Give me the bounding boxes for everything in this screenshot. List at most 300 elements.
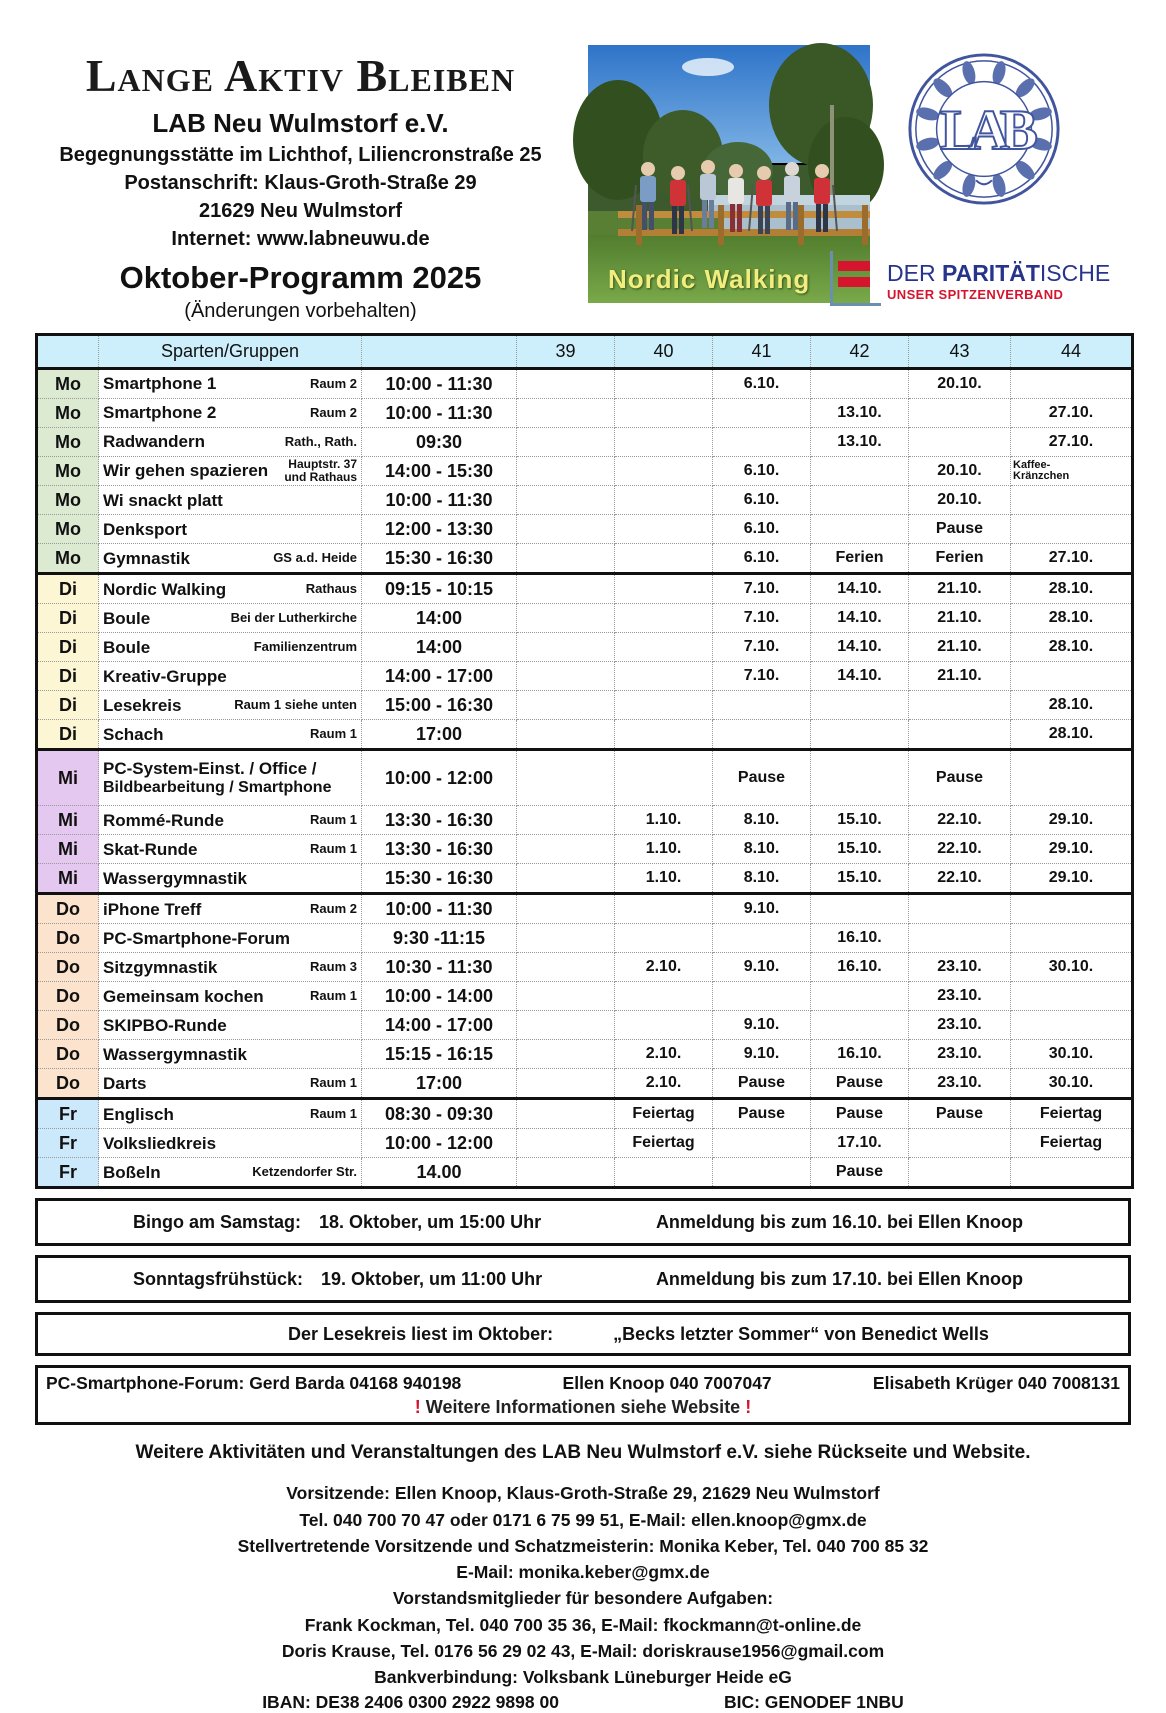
week-40-header: 40 — [615, 335, 713, 369]
week-44-cell — [1011, 1011, 1133, 1040]
masthead — [28, 52, 573, 323]
week-44-cell — [1011, 1158, 1133, 1188]
parit-seg-paritaet: PARITÄT — [941, 260, 1040, 286]
week-42-cell — [811, 515, 909, 544]
week-42-cell — [811, 457, 909, 486]
time-cell: 14:00 — [362, 633, 517, 662]
schedule-row-di — [37, 720, 1133, 750]
lab-monogram: LAB — [939, 98, 1029, 162]
activity-location: Raum 1 — [310, 1106, 357, 1122]
org-address-3: 21629 Neu Wulmstorf — [198, 200, 403, 223]
schedule-row-di — [37, 633, 1133, 662]
week-39-cell — [517, 633, 615, 662]
activity-name: Smartphone 2 — [103, 403, 217, 423]
week-44-cell: 29.10. — [1011, 806, 1133, 835]
lab-logo-icon — [905, 50, 1063, 208]
week-43-cell: 21.10. — [909, 574, 1011, 604]
week-41-cell: 9.10. — [713, 1011, 811, 1040]
schedule-row-mi — [37, 835, 1133, 864]
activity-cell — [99, 544, 362, 574]
week-43-cell — [909, 428, 1011, 457]
week-44-cell — [1011, 750, 1133, 806]
activity-cell — [99, 864, 362, 894]
week-42-cell — [811, 982, 909, 1011]
week-42-header: 42 — [811, 335, 909, 369]
contact-gerd-barda: PC-Smartphone-Forum: Gerd Barda 04168 940198 — [46, 1373, 462, 1394]
footer-line: Frank Kockman, Tel. 040 700 35 36, E-Mail: fkockmann@t-online.de — [304, 1614, 862, 1635]
week-40-cell: Feiertag — [615, 1129, 713, 1158]
activity-cell — [99, 574, 362, 604]
week-40-cell: Feiertag — [615, 1099, 713, 1129]
activity-name: Boule — [103, 637, 151, 657]
week-39-cell — [517, 720, 615, 750]
day-cell: Do — [37, 982, 99, 1011]
week-40-cell — [615, 720, 713, 750]
week-39-cell — [517, 399, 615, 428]
schedule-row-fr — [37, 1129, 1133, 1158]
week-42-cell: 15.10. — [811, 835, 909, 864]
week-39-cell — [517, 894, 615, 924]
time-cell: 09:15 - 10:15 — [362, 574, 517, 604]
week-40-cell — [615, 1158, 713, 1188]
activity-name: Lesekreis — [103, 695, 182, 715]
lesekreis-label: Der Lesekreis liest im Oktober: — [288, 1323, 554, 1344]
activity-cell — [99, 806, 362, 835]
schedule-row-do — [37, 953, 1133, 982]
week-40-cell — [615, 662, 713, 691]
schedule-row-mi — [37, 806, 1133, 835]
schedule-row-mi — [37, 750, 1133, 806]
activity-location: Rathaus — [305, 581, 357, 597]
day-cell: Do — [37, 1011, 99, 1040]
contacts-line — [46, 1373, 1120, 1394]
time-cell: 15:00 - 16:30 — [362, 691, 517, 720]
schedule-table — [35, 333, 1134, 1189]
paritaetische-equals-icon — [830, 251, 881, 306]
day-cell: Mi — [37, 835, 99, 864]
time-cell: 09:30 — [362, 428, 517, 457]
week-42-cell — [811, 691, 909, 720]
day-cell: Fr — [37, 1129, 99, 1158]
week-39-cell — [517, 486, 615, 515]
day-cell: Do — [37, 1069, 99, 1099]
week-44-cell: Feiertag — [1011, 1129, 1133, 1158]
activity-cell — [99, 1158, 362, 1188]
week-39-cell — [517, 1069, 615, 1099]
week-42-cell: 14.10. — [811, 633, 909, 662]
schedule-row-mo — [37, 369, 1133, 399]
week-43-cell: 21.10. — [909, 604, 1011, 633]
activity-name: Schach — [103, 724, 164, 744]
photo-caption: Nordic Walking — [608, 264, 811, 294]
week-43-cell — [909, 924, 1011, 953]
week-41-cell: 7.10. — [713, 604, 811, 633]
week-42-cell — [811, 369, 909, 399]
org-title: Lange Aktiv Bleiben — [85, 50, 516, 101]
week-44-cell: 27.10. — [1011, 428, 1133, 457]
day-cell: Fr — [37, 1099, 99, 1129]
week-41-cell: 7.10. — [713, 574, 811, 604]
org-website: Internet: www.labneuwu.de — [171, 228, 430, 251]
week-41-cell: 6.10. — [713, 486, 811, 515]
week-42-cell: Pause — [811, 1099, 909, 1129]
parit-seg-der: DER — [887, 260, 942, 286]
time-cell: 10:00 - 12:00 — [362, 1129, 517, 1158]
week-40-cell — [615, 1011, 713, 1040]
schedule-row-di — [37, 691, 1133, 720]
activity-name: Smartphone 1 — [103, 374, 217, 394]
week-39-cell — [517, 1158, 615, 1188]
schedule-row-mo — [37, 486, 1133, 515]
week-43-cell: 23.10. — [909, 1011, 1011, 1040]
week-44-cell: 28.10. — [1011, 633, 1133, 662]
week-41-cell: Pause — [713, 750, 811, 806]
activity-name: Wi snackt platt — [103, 490, 223, 510]
week-41-cell — [713, 982, 811, 1011]
week-42-cell: 13.10. — [811, 428, 909, 457]
week-40-cell — [615, 428, 713, 457]
activity-location: Raum 2 — [310, 404, 357, 420]
week-42-cell: Ferien — [811, 544, 909, 574]
week-43-cell: 23.10. — [909, 1040, 1011, 1069]
day-cell: Mi — [37, 750, 99, 806]
week-44-cell — [1011, 369, 1133, 399]
activity-name: PC-System-Einst. / Office / — [103, 759, 317, 779]
week-42-cell: 14.10. — [811, 604, 909, 633]
day-cell: Mo — [37, 457, 99, 486]
week-39-cell — [517, 835, 615, 864]
time-cell: 08:30 - 09:30 — [362, 1099, 517, 1129]
activity-cell — [99, 750, 362, 806]
activity-cell — [99, 399, 362, 428]
day-cell: Do — [37, 924, 99, 953]
activity-name: SKIPBO-Runde — [103, 1015, 227, 1035]
iban-value: IBAN: DE38 2406 0300 2922 9898 00 — [262, 1692, 559, 1713]
schedule-row-do — [37, 1011, 1133, 1040]
activity-name: Sitzgymnastik — [103, 957, 218, 977]
week-41-cell: 6.10. — [713, 515, 811, 544]
breakfast-datetime: 19. Oktober, um 11:00 Uhr — [321, 1268, 543, 1289]
week-41-cell: 9.10. — [713, 894, 811, 924]
week-43-cell: 23.10. — [909, 982, 1011, 1011]
time-cell: 10:00 - 11:30 — [362, 369, 517, 399]
activity-cell — [99, 1040, 362, 1069]
day-cell: Mo — [37, 515, 99, 544]
week-39-cell — [517, 1040, 615, 1069]
activity-cell — [99, 1099, 362, 1129]
day-cell: Do — [37, 894, 99, 924]
week-39-cell — [517, 574, 615, 604]
week-42-cell: 14.10. — [811, 574, 909, 604]
activity-location: Raum 3 — [310, 959, 357, 975]
week-44-cell — [1011, 894, 1133, 924]
day-cell: Di — [37, 720, 99, 750]
schedule-row-fr — [37, 1099, 1133, 1129]
bingo-registration: Anmeldung bis zum 16.10. bei Ellen Knoop — [655, 1211, 1023, 1232]
week-41-cell — [713, 924, 811, 953]
activity-name: Gemeinsam kochen — [103, 986, 264, 1006]
day-cell: Mo — [37, 369, 99, 399]
contact-elisabeth-krueger: Elisabeth Krüger 040 7008131 — [872, 1373, 1120, 1394]
week-43-cell: 20.10. — [909, 486, 1011, 515]
week-41-cell — [713, 399, 811, 428]
activity-cell — [99, 604, 362, 633]
time-cell: 17:00 — [362, 1069, 517, 1099]
week-40-cell — [615, 604, 713, 633]
activity-name: Wassergymnastik — [103, 868, 247, 888]
week-42-cell: 16.10. — [811, 1040, 909, 1069]
activity-name: Darts — [103, 1073, 147, 1093]
schedule-row-do — [37, 924, 1133, 953]
week-41-cell — [713, 720, 811, 750]
schedule-row-do — [37, 1040, 1133, 1069]
org-name: LAB Neu Wulmstorf e.V. — [152, 108, 449, 139]
week-41-cell: 7.10. — [713, 662, 811, 691]
week-41-cell: 9.10. — [713, 953, 811, 982]
week-42-cell — [811, 486, 909, 515]
activity-location: Raum 2 — [310, 901, 357, 917]
activity-cell — [99, 720, 362, 750]
week-42-cell — [811, 1011, 909, 1040]
week-40-cell — [615, 691, 713, 720]
website-warning — [46, 1397, 1120, 1418]
day-cell: Di — [37, 633, 99, 662]
paritaetische-logo — [830, 251, 1111, 306]
activity-cell — [99, 457, 362, 486]
week-40-cell — [615, 633, 713, 662]
week-39-cell — [517, 806, 615, 835]
schedule-row-mo — [37, 399, 1133, 428]
week-39-cell — [517, 369, 615, 399]
week-42-cell: 16.10. — [811, 924, 909, 953]
day-cell: Mo — [37, 428, 99, 457]
week-39-cell — [517, 604, 615, 633]
activity-name-line2: Bildbearbeitung / Smartphone — [103, 778, 332, 796]
activity-name: Wir gehen spazieren — [103, 461, 269, 481]
week-43-cell: 20.10. — [909, 457, 1011, 486]
week-42-cell: Pause — [811, 1069, 909, 1099]
activity-location: Raum 1 — [310, 812, 357, 828]
week-40-cell — [615, 515, 713, 544]
activity-name: Gymnastik — [103, 548, 190, 568]
bingo-datetime: 18. Oktober, um 15:00 Uhr — [319, 1211, 542, 1232]
group-header: Sparten/Gruppen — [99, 335, 362, 369]
activity-location: Bei der Lutherkirche — [230, 610, 357, 626]
week-44-cell: 28.10. — [1011, 720, 1133, 750]
schedule-row-mi — [37, 864, 1133, 894]
week-44-cell: 28.10. — [1011, 574, 1133, 604]
activity-name: Skat-Runde — [103, 839, 198, 859]
week-40-cell — [615, 369, 713, 399]
paritaetische-wordmark — [887, 261, 1110, 302]
program-title: Oktober-Programm 2025 — [119, 260, 482, 296]
week-44-cell: 30.10. — [1011, 1040, 1133, 1069]
week-43-cell: 22.10. — [909, 806, 1011, 835]
schedule-row-mo — [37, 428, 1133, 457]
activity-location: GS a.d. Heide — [273, 550, 357, 566]
week-40-cell: 1.10. — [615, 806, 713, 835]
activity-cell — [99, 691, 362, 720]
time-cell: 15:15 - 16:15 — [362, 1040, 517, 1069]
week-43-cell: 21.10. — [909, 662, 1011, 691]
week-43-cell — [909, 691, 1011, 720]
time-cell: 10:00 - 11:30 — [362, 486, 517, 515]
lesekreis-book: „Becks letzter Sommer“ von Benedict Wells — [613, 1323, 989, 1344]
contacts-box — [35, 1365, 1131, 1425]
week-43-cell — [909, 1158, 1011, 1188]
nordic-walking-photo — [588, 45, 870, 303]
week-39-cell — [517, 1129, 615, 1158]
week-40-cell — [615, 574, 713, 604]
bingo-label: Bingo am Samstag: — [133, 1211, 302, 1232]
week-39-cell — [517, 1099, 615, 1129]
activity-name: Wassergymnastik — [103, 1044, 247, 1064]
week-43-cell: Ferien — [909, 544, 1011, 574]
week-40-cell: 2.10. — [615, 1069, 713, 1099]
activity-name: Radwandern — [103, 432, 206, 452]
week-43-cell: 20.10. — [909, 369, 1011, 399]
week-43-cell: Pause — [909, 750, 1011, 806]
day-cell: Di — [37, 574, 99, 604]
week-43-cell: Pause — [909, 515, 1011, 544]
footer-line: Doris Krause, Tel. 0176 56 29 02 43, E-Mail: doriskrause1956@gmail.com — [281, 1640, 885, 1661]
week-44-header: 44 — [1011, 335, 1133, 369]
week-41-cell — [713, 1129, 811, 1158]
week-42-cell: 17.10. — [811, 1129, 909, 1158]
activity-name: Rommé-Runde — [103, 810, 224, 830]
week-41-cell: 6.10. — [713, 369, 811, 399]
activity-location: Raum 1 — [310, 726, 357, 742]
schedule-row-mo — [37, 515, 1133, 544]
bic-value: BIC: GENODEF 1NBU — [723, 1692, 904, 1713]
week-44-cell: 27.10. — [1011, 544, 1133, 574]
week-40-cell: 2.10. — [615, 1040, 713, 1069]
activity-name: Boule — [103, 608, 151, 628]
footer-bank-line — [35, 1692, 1131, 1713]
week-43-cell — [909, 1129, 1011, 1158]
day-cell: Mo — [37, 544, 99, 574]
week-42-cell: 15.10. — [811, 864, 909, 894]
week-39-cell — [517, 544, 615, 574]
schedule-row-di — [37, 662, 1133, 691]
bingo-notice — [35, 1198, 1131, 1246]
schedule-row-di — [37, 604, 1133, 633]
day-header — [37, 335, 99, 369]
week-44-cell — [1011, 982, 1133, 1011]
time-cell: 15:30 - 16:30 — [362, 864, 517, 894]
week-43-cell — [909, 894, 1011, 924]
breakfast-registration: Anmeldung bis zum 17.10. bei Ellen Knoop — [655, 1268, 1023, 1289]
parit-subline: UNSER SPITZENVERBAND — [887, 287, 1064, 303]
week-44-cell: 27.10. — [1011, 399, 1133, 428]
activity-location: Ketzendorfer Str. — [252, 1164, 357, 1180]
week-41-cell — [713, 1158, 811, 1188]
week-41-cell: 7.10. — [713, 633, 811, 662]
activity-cell — [99, 662, 362, 691]
week-39-cell — [517, 1011, 615, 1040]
day-cell: Mi — [37, 806, 99, 835]
warning-text: Weitere Informationen siehe Website — [425, 1397, 741, 1418]
week-40-cell — [615, 457, 713, 486]
week-39-cell — [517, 982, 615, 1011]
schedule-header-row — [37, 335, 1133, 369]
week-42-cell: 15.10. — [811, 806, 909, 835]
week-44-cell: Kaffee- Kränzchen — [1011, 457, 1133, 486]
schedule-row-fr — [37, 1158, 1133, 1188]
time-cell: 14:00 — [362, 604, 517, 633]
week-44-cell: 30.10. — [1011, 953, 1133, 982]
contact-ellen-knoop: Ellen Knoop 040 7007047 — [562, 1373, 772, 1394]
week-43-cell — [909, 720, 1011, 750]
week-39-cell — [517, 515, 615, 544]
schedule-row-mo — [37, 544, 1133, 574]
warning-exclamation-right: ! — [745, 1397, 752, 1418]
activity-name: Nordic Walking — [103, 579, 227, 599]
activity-cell — [99, 894, 362, 924]
day-cell: Mo — [37, 399, 99, 428]
activity-cell — [99, 486, 362, 515]
week-43-header: 43 — [909, 335, 1011, 369]
activity-location: Rath., Rath. — [284, 433, 357, 449]
footer-line: Tel. 040 700 70 47 oder 0171 6 75 99 51, E-Mail: ellen.knoop@gmx.de — [299, 1509, 867, 1530]
activity-location: Raum 1 — [310, 1075, 357, 1091]
week-44-cell: 28.10. — [1011, 604, 1133, 633]
week-42-cell: 13.10. — [811, 399, 909, 428]
schedule-row-di — [37, 574, 1133, 604]
activity-location: Raum 1 — [310, 841, 357, 857]
activity-cell — [99, 1011, 362, 1040]
schedule-row-do — [37, 1069, 1133, 1099]
week-39-cell — [517, 457, 615, 486]
activity-cell — [99, 1129, 362, 1158]
parit-seg-ische: ISCHE — [1039, 260, 1111, 286]
breakfast-label: Sonntagsfrühstück: — [133, 1268, 304, 1289]
breakfast-notice — [35, 1255, 1131, 1303]
schedule-row-do — [37, 982, 1133, 1011]
day-cell: Mi — [37, 864, 99, 894]
week-44-cell: 28.10. — [1011, 691, 1133, 720]
week-44-cell: 30.10. — [1011, 1069, 1133, 1099]
activity-cell — [99, 835, 362, 864]
footer-line: Stellvertretende Vorsitzende und Schatzmeisterin: Monika Keber, Tel. 040 700 85 32 — [237, 1535, 929, 1556]
week-42-cell — [811, 720, 909, 750]
week-41-cell: 8.10. — [713, 835, 811, 864]
activity-cell — [99, 1069, 362, 1099]
week-39-cell — [517, 953, 615, 982]
week-44-cell: 29.10. — [1011, 864, 1133, 894]
activity-name: PC-Smartphone-Forum — [103, 928, 290, 948]
week-40-cell — [615, 750, 713, 806]
activity-location: Raum 1 siehe unten — [234, 697, 357, 713]
week-44-cell: Feiertag — [1011, 1099, 1133, 1129]
time-cell: 14:00 - 17:00 — [362, 1011, 517, 1040]
week-41-cell: 9.10. — [713, 1040, 811, 1069]
week-42-cell — [811, 894, 909, 924]
time-cell: 15:30 - 16:30 — [362, 544, 517, 574]
footer-contact-lines — [35, 1480, 1131, 1690]
time-cell: 10:00 - 12:00 — [362, 750, 517, 806]
activity-location: Raum 2 — [310, 375, 357, 391]
program-subtitle: (Änderungen vorbehalten) — [184, 300, 417, 323]
footer-line: Vorstandsmitglieder für besondere Aufgaben: — [392, 1588, 774, 1609]
time-cell: 10:00 - 11:30 — [362, 399, 517, 428]
day-cell: Do — [37, 1040, 99, 1069]
footer-line: E-Mail: monika.keber@gmx.de — [456, 1562, 710, 1583]
week-43-cell — [909, 399, 1011, 428]
activity-name: Denksport — [103, 519, 188, 539]
week-41-cell: Pause — [713, 1099, 811, 1129]
activity-name: Volksliedkreis — [103, 1133, 217, 1153]
